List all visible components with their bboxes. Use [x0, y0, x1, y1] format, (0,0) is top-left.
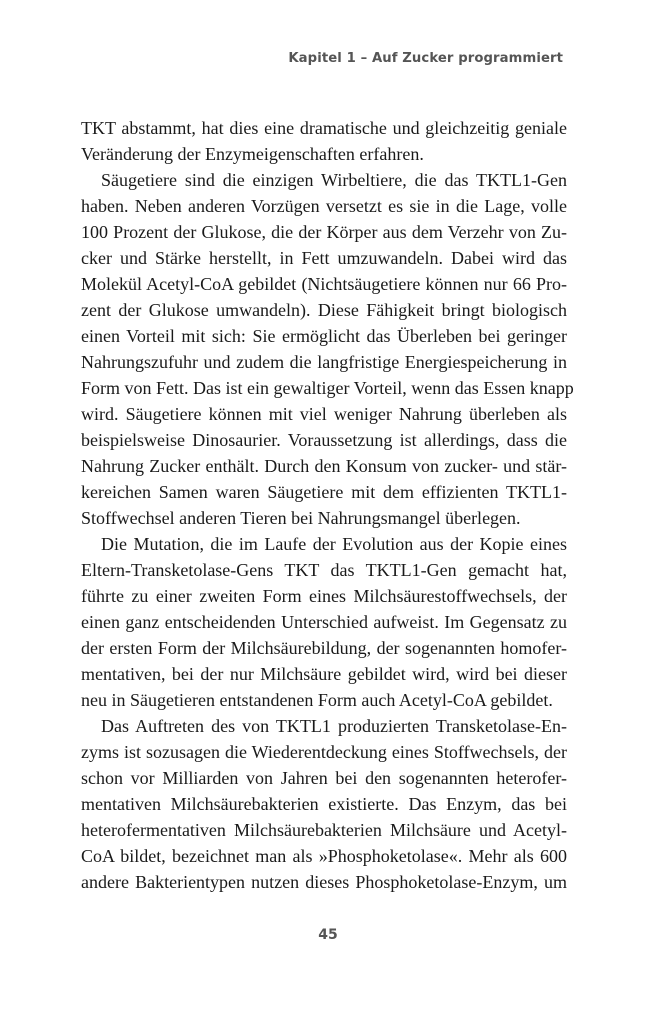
text-line: Nahrung Zucker enthält. Durch den Konsum von zucker- und stär-	[81, 456, 567, 476]
text-line: neu in Säugetieren entstandenen Form auch Acetyl-CoA gebildet.	[81, 690, 553, 710]
paragraph	[81, 531, 567, 713]
text-line: beispielsweise Dinosaurier. Voraussetzung ist allerdings, dass die	[81, 430, 567, 450]
text-line: andere Bakterientypen nutzen dieses Phosphoketolase-Enzym, um	[81, 872, 567, 892]
page-number: 45	[318, 927, 338, 943]
text-line: zent der Glukose umwandeln). Diese Fähigkeit bringt biologisch	[81, 300, 567, 320]
paragraph	[81, 115, 567, 167]
text-line: mentativen, bei der nur Milchsäure gebildet wird, wird bei dieser	[81, 664, 567, 684]
text-line: kereichen Samen waren Säugetiere mit dem effizienten TKTL1-	[81, 482, 567, 502]
running-head: Kapitel 1 – Auf Zucker programmiert	[288, 51, 563, 66]
text-line: heterofermentativen Milchsäurebakterien Milchsäure und Acetyl-	[81, 820, 567, 840]
text-line: Die Mutation, die im Laufe der Evolution aus der Kopie eines	[101, 534, 567, 554]
text-line: Eltern-Transketolase-Gens TKT das TKTL1-Gen gemacht hat,	[81, 560, 567, 580]
text-line: Stoffwechsel anderen Tieren bei Nahrungsmangel überlegen.	[81, 508, 521, 528]
text-line: Veränderung der Enzymeigenschaften erfahren.	[81, 144, 424, 164]
text-line: cker und Stärke herstellt, in Fett umzuwandeln. Dabei wird das	[81, 248, 567, 268]
text-line: Nahrungszufuhr und zudem die langfristige Energiespeicherung in	[81, 352, 567, 372]
text-line: Form von Fett. Das ist ein gewaltiger Vorteil, wenn das Essen knapp	[81, 378, 574, 398]
text-line: führte zu einer zweiten Form eines Milchsäurestoffwechsels, der	[81, 586, 567, 606]
text-line: einen ganz entscheidenden Unterschied aufweist. Im Gegensatz zu	[81, 612, 567, 632]
text-line: mentativen Milchsäurebakterien existierte. Das Enzym, das bei	[81, 794, 567, 814]
text-line: TKT abstammt, hat dies eine dramatische und gleichzeitig geniale	[81, 118, 567, 138]
text-line: schon vor Milliarden von Jahren bei den sogenannten heterofer-	[81, 768, 567, 788]
text-line: Säugetiere sind die einzigen Wirbeltiere, die das TKTL1-Gen	[101, 170, 567, 190]
paragraph	[81, 167, 574, 531]
text-line: einen Vorteil mit sich: Sie ermöglicht das Überleben bei geringer	[81, 326, 567, 346]
text-line: Das Auftreten des von TKTL1 produzierten Transketolase-En-	[101, 716, 567, 736]
body-text	[81, 115, 574, 895]
text-line: zyms ist sozusagen die Wiederentdeckung eines Stoffwechsels, der	[81, 742, 567, 762]
text-line: der ersten Form der Milchsäurebildung, der sogenannten homofer-	[81, 638, 567, 658]
text-line: haben. Neben anderen Vorzügen versetzt es sie in die Lage, volle	[81, 196, 567, 216]
text-line: Molekül Acetyl-CoA gebildet (Nichtsäugetiere können nur 66 Pro-	[81, 274, 567, 294]
text-line: CoA bildet, bezeichnet man als »Phosphoketolase«. Mehr als 600	[81, 846, 567, 866]
paragraph	[81, 713, 567, 895]
text-line: 100 Prozent der Glukose, die der Körper aus dem Verzehr von Zu-	[81, 222, 567, 242]
text-line: wird. Säugetiere können mit viel weniger Nahrung überleben als	[81, 404, 567, 424]
